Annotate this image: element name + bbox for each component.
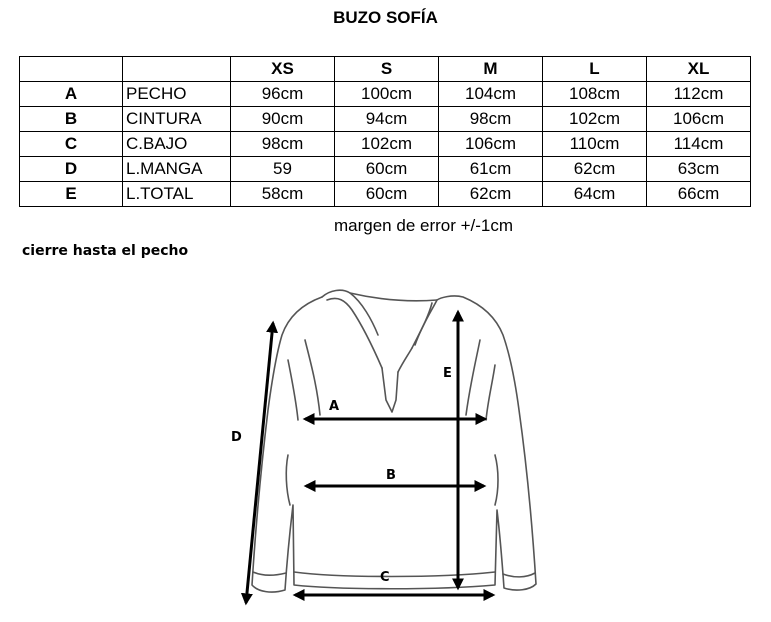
- header-cell-m: M: [439, 57, 543, 82]
- table-cell: 62cm: [439, 182, 543, 207]
- table-cell: 106cm: [439, 132, 543, 157]
- row-code: C: [20, 132, 123, 157]
- row-name: C.BAJO: [123, 132, 231, 157]
- row-code: A: [20, 82, 123, 107]
- label-c: C: [380, 570, 390, 585]
- margin-note: margen de error +/-1cm: [334, 216, 514, 235]
- table-cell: 60cm: [335, 157, 439, 182]
- row-name: PECHO: [123, 82, 231, 107]
- header-cell-l: L: [543, 57, 647, 82]
- table-cell: 90cm: [231, 107, 335, 132]
- table-cell: 60cm: [335, 182, 439, 207]
- table-cell: 94cm: [335, 107, 439, 132]
- header-cell: [123, 57, 231, 82]
- table-cell: 63cm: [647, 157, 751, 182]
- measurement-arrows: [246, 312, 493, 603]
- table-row: [20, 132, 751, 157]
- header-cell: [20, 57, 123, 82]
- table-cell: 114cm: [647, 132, 751, 157]
- table-header-row: [20, 57, 751, 82]
- label-d: D: [231, 430, 242, 445]
- table-row: [20, 157, 751, 182]
- sweatshirt-outline: [252, 290, 536, 592]
- label-a: A: [329, 399, 340, 414]
- table-cell: 98cm: [439, 107, 543, 132]
- table-cell: 100cm: [335, 82, 439, 107]
- table-cell: 98cm: [231, 132, 335, 157]
- row-name: L.MANGA: [123, 157, 231, 182]
- table-cell: 112cm: [647, 82, 751, 107]
- label-e: E: [443, 366, 452, 381]
- table-cell: 110cm: [543, 132, 647, 157]
- label-b: B: [386, 468, 396, 483]
- row-code: D: [20, 157, 123, 182]
- garment-diagram: [0, 262, 771, 622]
- table-cell: 104cm: [439, 82, 543, 107]
- row-name: CINTURA: [123, 107, 231, 132]
- table-cell: 108cm: [543, 82, 647, 107]
- page-title: BUZO SOFÍA: [333, 8, 438, 27]
- header-cell-xl: XL: [647, 57, 751, 82]
- table-row: [20, 107, 751, 132]
- size-table: [19, 56, 751, 207]
- table-row: [20, 82, 751, 107]
- table-cell: 102cm: [335, 132, 439, 157]
- table-row: [20, 182, 751, 207]
- table-cell: 61cm: [439, 157, 543, 182]
- table-cell: 106cm: [647, 107, 751, 132]
- table-cell: 59: [231, 157, 335, 182]
- row-code: B: [20, 107, 123, 132]
- table-cell: 66cm: [647, 182, 751, 207]
- row-code: E: [20, 182, 123, 207]
- table-cell: 62cm: [543, 157, 647, 182]
- header-cell-xs: XS: [231, 57, 335, 82]
- table-cell: 58cm: [231, 182, 335, 207]
- zipper-note: cierre hasta el pecho: [22, 243, 189, 259]
- arrow-d: [246, 323, 273, 603]
- table-cell: 96cm: [231, 82, 335, 107]
- header-cell-s: S: [335, 57, 439, 82]
- row-name: L.TOTAL: [123, 182, 231, 207]
- table-cell: 102cm: [543, 107, 647, 132]
- table-cell: 64cm: [543, 182, 647, 207]
